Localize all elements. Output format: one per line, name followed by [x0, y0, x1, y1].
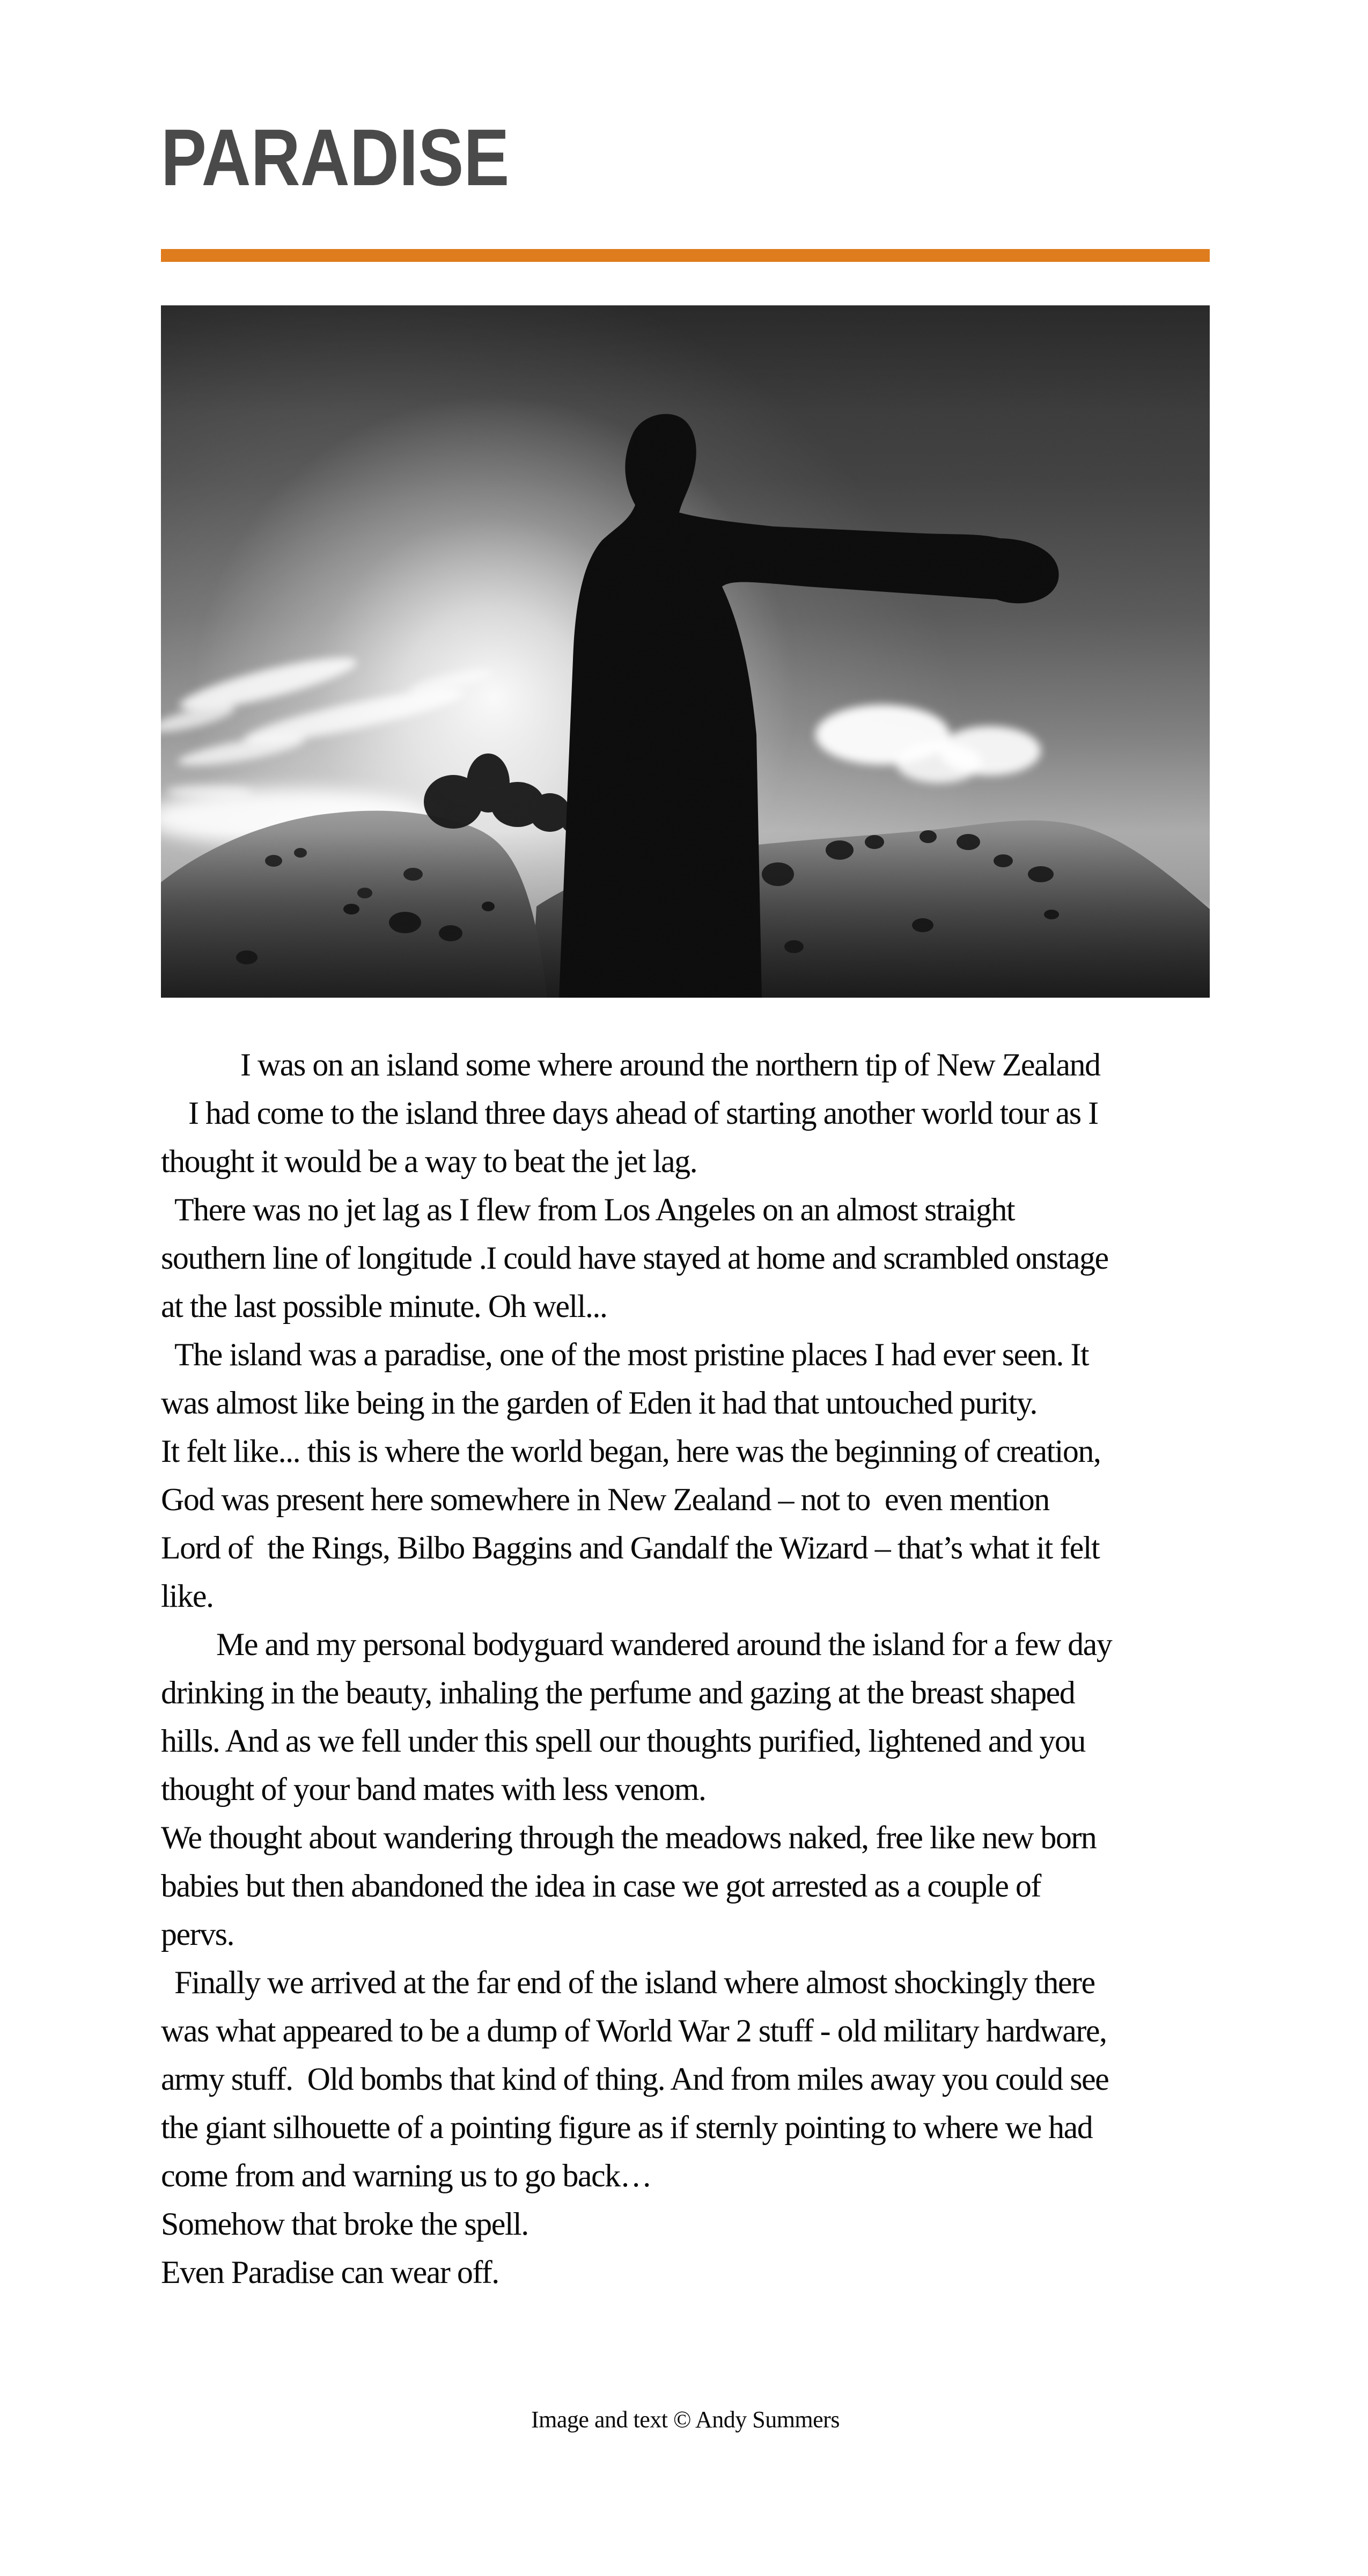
story-line: at the last possible minute. Oh well...: [161, 1289, 607, 1324]
story-line: Finally we arrived at the far end of the island where almost shockingly there: [174, 1965, 1095, 2000]
story-line: pervs.: [161, 1916, 234, 1952]
page: [161, 0, 1210, 2436]
story-line: thought it would be a way to beat the jet lag.: [161, 1144, 697, 1179]
page-title: PARADISE: [161, 112, 510, 202]
story-text: [161, 1041, 1210, 2296]
story-line: Even Paradise can wear off.: [161, 2255, 499, 2290]
story-line: was almost like being in the garden of Eden it had that untouched purity.: [161, 1385, 1037, 1421]
title-divider-rule: [161, 249, 1210, 262]
story-line: babies but then abandoned the idea in case we got arrested as a couple of: [161, 1868, 1041, 1904]
story-line: We thought about wandering through the meadows naked, free like new born: [161, 1820, 1097, 1855]
story-line: come from and warning us to go back…: [161, 2158, 652, 2193]
story-line: was what appeared to be a dump of World War 2 stuff - old military hardware,: [161, 2013, 1107, 2048]
story-line: army stuff. Old bombs that kind of thing. And from miles away you could see: [161, 2061, 1109, 2097]
film-grain-overlay: [161, 305, 1210, 998]
story-line: hills. And as we fell under this spell our thoughts purified, lightened and you: [161, 1723, 1085, 1759]
copyright-caption: Image and text © Andy Summers: [531, 2406, 840, 2433]
story-line: God was present here somewhere in New Zealand – not to even mention: [161, 1482, 1049, 1517]
photo: [161, 305, 1210, 998]
story-line: the giant silhouette of a pointing figure as if sternly pointing to where we had: [161, 2110, 1093, 2145]
story-line: I was on an island some where around the northern tip of New Zealand: [240, 1047, 1100, 1082]
story-line: It felt like... this is where the world began, here was the beginning of creation,: [161, 1433, 1101, 1469]
story-line: The island was a paradise, one of the most pristine places I had ever seen. It: [174, 1337, 1089, 1372]
story-line: Somehow that broke the spell.: [161, 2206, 528, 2242]
story-line: drinking in the beauty, inhaling the perfume and gazing at the breast shaped: [161, 1675, 1075, 1710]
story-line: southern line of longitude .I could have stayed at home and scrambled onstage: [161, 1240, 1108, 1276]
story-line: Me and my personal bodyguard wandered around the island for a few day: [216, 1627, 1112, 1662]
story-line: thought of your band mates with less venom.: [161, 1772, 706, 1807]
story-line: Lord of the Rings, Bilbo Baggins and Gandalf the Wizard – that’s what it felt: [161, 1530, 1100, 1565]
story-line: There was no jet lag as I flew from Los Angeles on an almost straight: [174, 1192, 1015, 1227]
statue-silhouette-photo: [161, 305, 1210, 998]
story-line: like.: [161, 1578, 214, 1614]
story-line: I had come to the island three days ahead of starting another world tour as I: [188, 1095, 1098, 1131]
